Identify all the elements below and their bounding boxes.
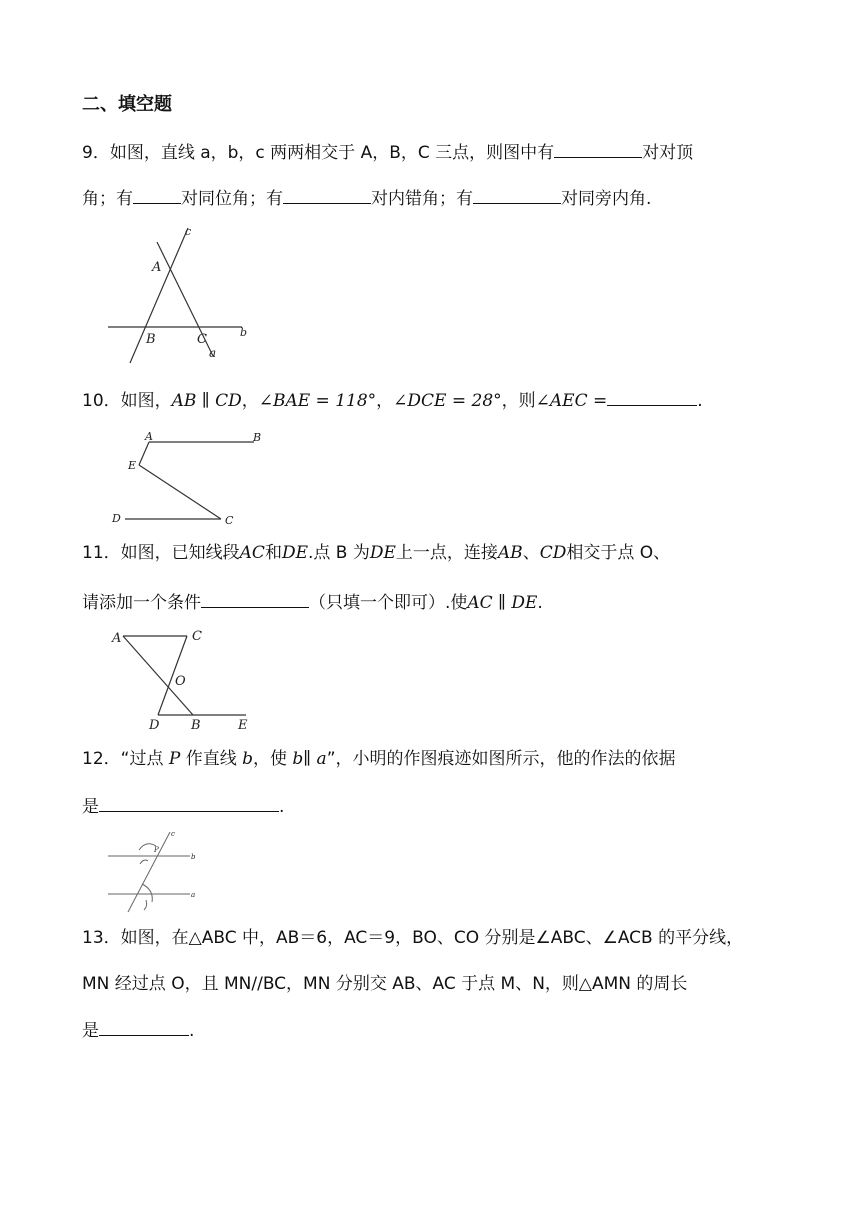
q9-text: 对对顶 (642, 143, 694, 163)
q9-line2 (82, 189, 651, 208)
label-c: c (171, 830, 175, 838)
q9-blank-alternate[interactable] (283, 189, 371, 204)
section-title: 二、填空题 (82, 94, 172, 115)
q11-math: DE (281, 543, 308, 563)
q10-line (82, 391, 703, 410)
segment-AE (139, 442, 149, 465)
q12-text: 作直线 (180, 749, 243, 769)
q13-text: . (189, 1021, 195, 1041)
q12-figure (102, 828, 212, 918)
label-D: D (149, 718, 160, 733)
q12-text: ，使 (253, 749, 293, 769)
label-B: B (191, 718, 201, 733)
q9-text: 对同位角；有 (181, 189, 283, 209)
q9-blank-corresponding[interactable] (133, 189, 181, 204)
q10-math: AB ∥ CD (171, 391, 242, 411)
q9-figure (100, 222, 260, 367)
label-a: a (209, 346, 217, 360)
q13-line3 (82, 1021, 194, 1040)
label-B: B (146, 332, 156, 347)
label-P: P (154, 846, 159, 854)
q11-text: （只填一个即可）.使 (309, 593, 468, 613)
q9-text: 对内错角；有 (371, 189, 473, 209)
q9-line1 (82, 143, 693, 162)
q11-text: 上一点，连接 (395, 543, 498, 563)
q9-text: 角；有 (82, 189, 133, 209)
q12-line2 (82, 797, 284, 816)
q12-blank[interactable] (99, 797, 279, 812)
label-A: A (145, 430, 153, 443)
q11-text: 11．如图，已知线段 (82, 543, 240, 563)
q10-text: ， (241, 391, 259, 411)
q9-blank-interior[interactable] (473, 189, 561, 204)
q12-math: b (242, 749, 253, 769)
q11-text: . (537, 593, 543, 613)
q9-text: 对同旁内角. (561, 189, 652, 209)
q12-text: 12．“过点 (82, 749, 169, 769)
q13-blank[interactable] (99, 1021, 189, 1036)
q13-text: 是 (82, 1021, 99, 1041)
q13-line2: MN 经过点 O，且 MN//BC，MN 分别交 AB、AC 于点 M、N，则△AMN 的周长 (82, 974, 688, 994)
q11-line1 (82, 545, 670, 562)
q10-figure (108, 428, 268, 528)
q11-math: DE (369, 543, 396, 563)
q11-math: AC ∥ DE (467, 593, 538, 613)
segment-EC (139, 465, 221, 519)
q11-text: 相交于点 O、 (566, 543, 671, 563)
q9-blank-vertical[interactable] (554, 143, 642, 158)
label-c: c (185, 225, 192, 238)
label-A: A (152, 260, 162, 275)
q11-text: 请添加一个条件 (82, 593, 201, 613)
label-O: O (175, 674, 186, 689)
q11-text: .点 B 为 (307, 543, 370, 563)
q11-figure (106, 622, 256, 732)
label-a: a (191, 891, 196, 899)
q10-text: . (697, 391, 703, 411)
q10-text: ，则 (501, 391, 536, 411)
label-C: C (225, 514, 234, 527)
q10-text: 10．如图， (82, 391, 172, 411)
q12-text: ”，小明的作图痕迹如图所示，他的作法的依据 (326, 749, 676, 769)
label-b: b (191, 853, 196, 861)
q11-line2 (82, 593, 543, 612)
q10-math: ∠BAE = 118° (258, 391, 377, 411)
label-B: B (253, 431, 262, 444)
label-C: C (197, 332, 207, 347)
q11-math: AB (497, 543, 523, 563)
q12-line1 (82, 751, 676, 768)
q10-math: ∠DCE = 28° (393, 391, 502, 411)
q12-text: . (279, 797, 285, 817)
q13-line1: 13．如图，在△ABC 中，AB＝6，AC＝9，BO、CO 分别是∠ABC、∠ACB 的平分线， (82, 928, 744, 948)
q11-blank[interactable] (201, 593, 309, 608)
arc-lower-small (144, 900, 147, 910)
label-A: A (112, 631, 122, 646)
q11-math: AC (239, 543, 265, 563)
arc-upper-small (140, 860, 148, 864)
q12-math: b∥ a (292, 749, 327, 769)
label-D: D (112, 512, 121, 525)
q10-math: ∠AEC = (535, 391, 608, 411)
label-E: E (128, 459, 137, 472)
q12-text: 是 (82, 797, 99, 817)
q10-text: ， (376, 391, 394, 411)
q11-text: 和 (264, 543, 282, 563)
q11-math: CD (539, 543, 567, 563)
arc-lower (142, 884, 152, 902)
line-c (130, 228, 188, 363)
label-C: C (192, 629, 202, 644)
q12-math: P (168, 749, 181, 769)
label-b: b (240, 326, 248, 339)
q11-text: 、 (522, 543, 540, 563)
q9-text: 9．如图，直线 a，b，c 两两相交于 A，B，C 三点，则图中有 (82, 143, 555, 163)
q10-blank[interactable] (607, 391, 697, 406)
label-E: E (238, 718, 248, 733)
